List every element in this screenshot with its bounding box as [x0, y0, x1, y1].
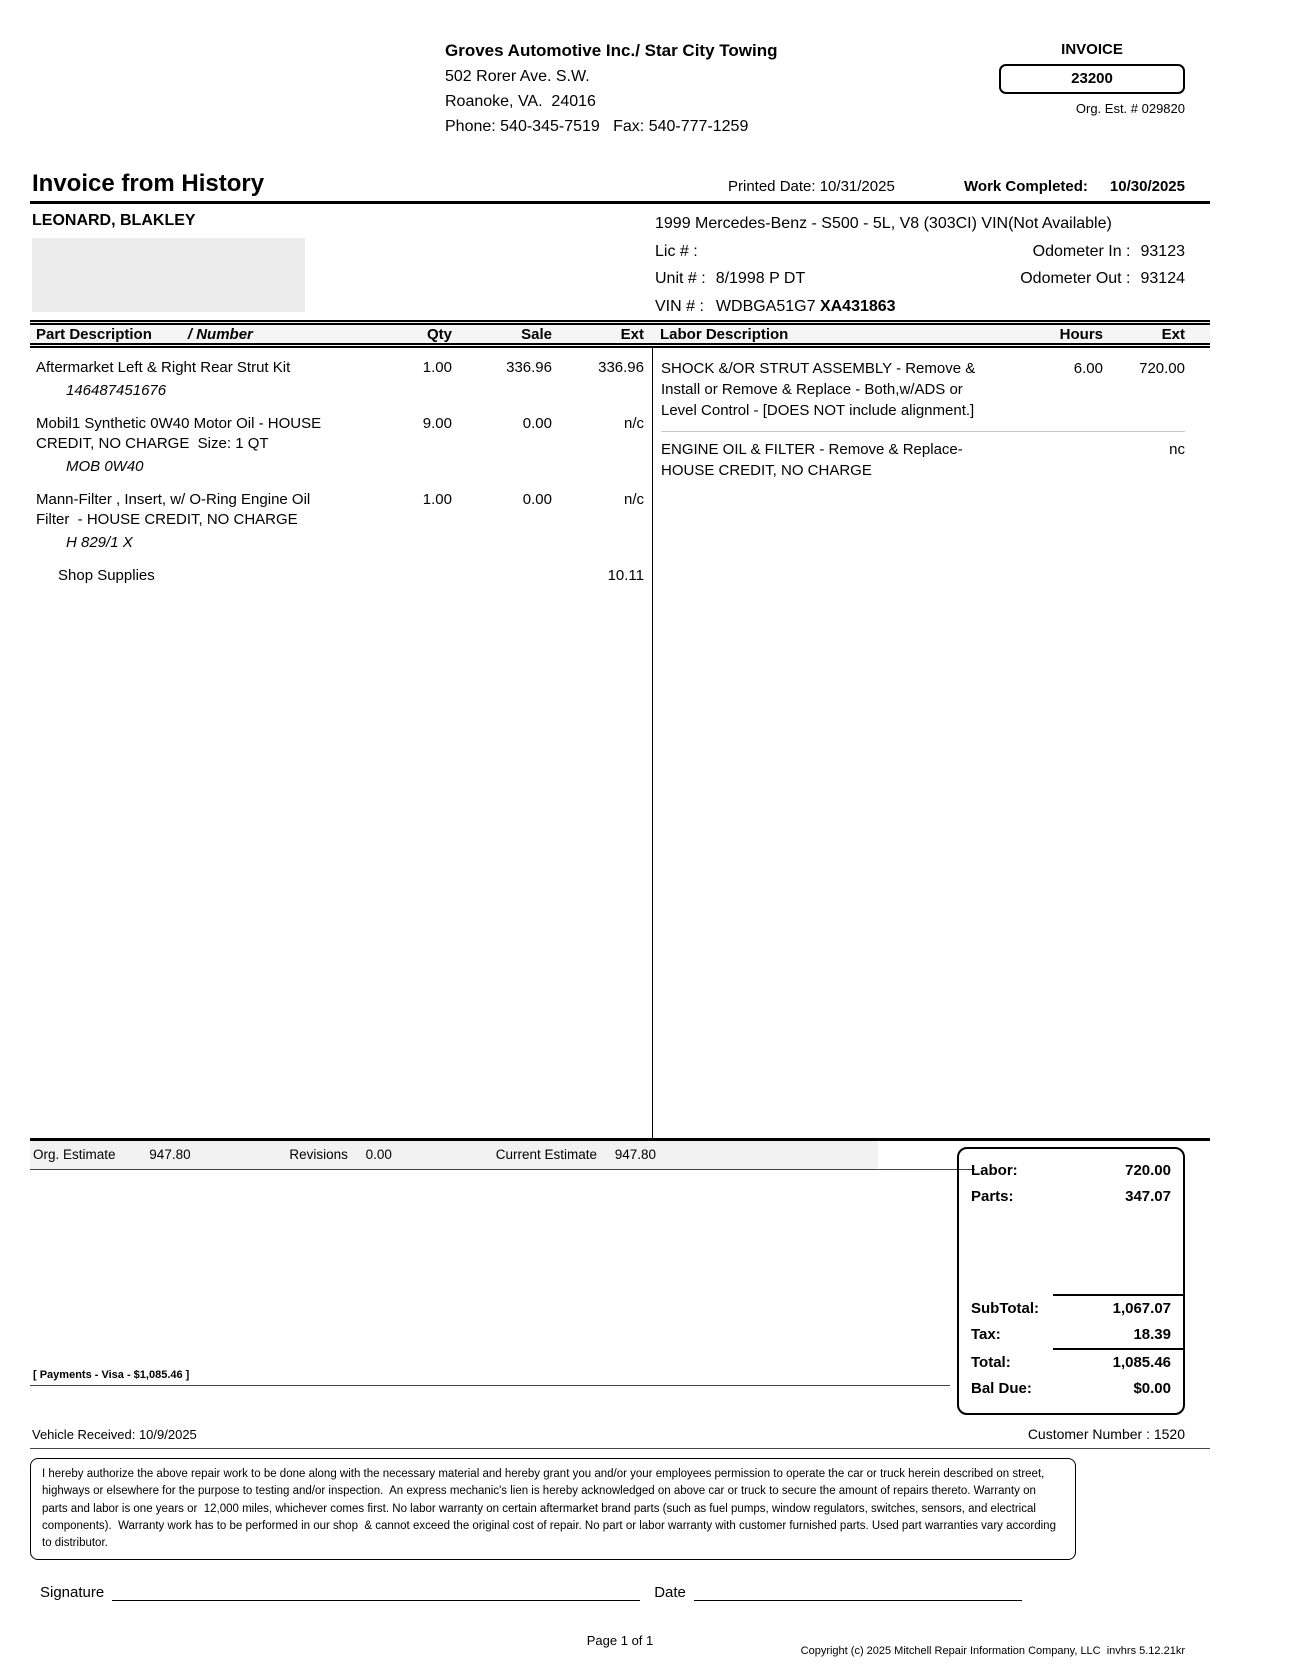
lic-number: Lic # : — [655, 242, 698, 260]
totals-subtotal-value: 1,067.07 — [1112, 1300, 1171, 1317]
part-sale: 0.00 — [522, 415, 552, 432]
company-phone-fax: Phone: 540-345-7519 Fax: 540-777-1259 — [445, 118, 749, 135]
totals-labor-label: Labor: — [971, 1162, 1018, 1179]
vehicle-received: Vehicle Received: 10/9/2025 — [32, 1427, 197, 1442]
current-estimate-label: Current Estimate — [495, 1147, 597, 1162]
part-number: 146487451676 — [66, 382, 167, 399]
vehicle-description-row — [655, 210, 1185, 238]
part-sale — [452, 566, 552, 586]
part-qty — [377, 566, 452, 586]
payments-line: [ Payments - Visa - $1,085.46 ] — [30, 1369, 950, 1386]
labor-header-hours: Hours — [1059, 325, 1103, 343]
redacted-address-block — [32, 238, 305, 312]
items-table-body — [30, 348, 1210, 1138]
labor-header-ext: Ext — [1161, 325, 1185, 343]
totals-parts-row — [971, 1184, 1171, 1210]
printed-date: Printed Date: 10/31/2025 — [728, 178, 895, 195]
date-label: Date — [654, 1584, 686, 1602]
totals-parts-label: Parts: — [971, 1188, 1014, 1205]
parts-header-description: Part Description / Number — [36, 325, 253, 343]
part-description: Aftermarket Left & Right Rear Strut Kit — [36, 359, 291, 376]
part-row — [36, 490, 644, 553]
labor-ext: 720.00 — [1139, 360, 1185, 377]
invoice-number-box — [999, 64, 1185, 94]
company-name: Groves Automotive Inc./ Star City Towing — [445, 41, 778, 60]
date-line — [694, 1582, 1022, 1601]
labor-hours — [1015, 439, 1103, 481]
signature-line — [112, 1582, 640, 1601]
items-table-header — [30, 320, 1210, 348]
received-row — [30, 1422, 1210, 1449]
invoice-number: 23200 — [1071, 70, 1113, 87]
totals-total-value: 1,085.46 — [1112, 1354, 1171, 1371]
part-number: H 829/1 X — [66, 534, 133, 551]
parts-header-ext: Ext — [620, 325, 644, 343]
part-ext: 10.11 — [607, 567, 644, 584]
part-ext: 336.96 — [598, 359, 644, 376]
labor-column — [652, 348, 1210, 1138]
part-description: Mobil1 Synthetic 0W40 Motor Oil - HOUSE CREDIT, NO CHARGE Size: 1 QT — [36, 415, 326, 452]
odometer-out: Odometer Out : 93124 — [1020, 270, 1185, 287]
title-row — [30, 170, 1210, 204]
labor-header — [652, 326, 1210, 343]
revisions-label: Revisions — [289, 1147, 348, 1162]
company-address-line2: Roanoke, VA. 24016 — [445, 93, 596, 110]
footer — [30, 1633, 1210, 1673]
vin-row — [655, 293, 1185, 321]
part-qty: 9.00 — [422, 415, 452, 432]
customer-name: LEONARD, BLAKLEY — [32, 212, 196, 229]
totals-tax-value: 18.39 — [1133, 1326, 1171, 1343]
unit-number: Unit # : 8/1998 P DT — [655, 270, 806, 287]
part-qty: 1.00 — [422, 359, 452, 376]
totals-spacer — [971, 1210, 1171, 1294]
totals-subtotal-label: SubTotal: — [971, 1300, 1040, 1317]
estimate-values — [30, 1141, 975, 1169]
revisions-value: 0.00 — [365, 1147, 392, 1162]
part-row — [36, 358, 644, 401]
work-completed-date: 10/30/2025 — [1109, 178, 1185, 195]
customer-number: Customer Number : 1520 — [1027, 1426, 1185, 1442]
invoice-page — [30, 0, 1210, 1677]
part-qty: 1.00 — [422, 491, 452, 508]
totals-labor-value: 720.00 — [1125, 1162, 1171, 1179]
org-estimate-number: Org. Est. # 029820 — [1075, 101, 1185, 116]
invoice-label: INVOICE — [1061, 41, 1123, 58]
labor-description: SHOCK &/OR STRUT ASSEMBLY - Remove & Install or Remove & Replace - Both,w/ADS or Level Control - [DOES NOT include alignment.] — [661, 360, 980, 419]
unit-odometer-out-row — [655, 265, 1185, 293]
totals-parts-value: 347.07 — [1125, 1188, 1171, 1205]
part-sale: 0.00 — [522, 491, 552, 508]
signature-row — [30, 1582, 1210, 1601]
totals-baldue-row — [971, 1376, 1171, 1402]
labor-header-description: Labor Description — [660, 325, 789, 343]
lic-odometer-in-row — [655, 238, 1185, 266]
summary-section — [30, 1138, 1210, 1422]
totals-baldue-value: $0.00 — [1133, 1380, 1171, 1397]
part-row — [36, 414, 644, 477]
part-description: Shop Supplies — [58, 567, 155, 584]
totals-tax-label: Tax: — [971, 1326, 1001, 1343]
part-description: Mann-Filter , Insert, w/ O-Ring Engine Oil Filter - HOUSE CREDIT, NO CHARGE — [36, 491, 315, 528]
totals-total-label: Total: — [971, 1354, 1011, 1371]
vehicle-description: 1999 Mercedes-Benz - S500 - 5L, V8 (303CI) VIN(Not Available) — [655, 215, 1112, 232]
vin-number: VIN # : WDBGA51G7 XA431863 — [655, 297, 896, 315]
org-estimate-label: Org. Estimate — [33, 1147, 116, 1162]
part-number: MOB 0W40 — [66, 458, 144, 475]
totals-total-row — [971, 1350, 1171, 1376]
totals-tax-row — [971, 1322, 1171, 1348]
org-estimate-value: 947.80 — [149, 1147, 191, 1162]
page-number: Page 1 of 1 — [586, 1633, 654, 1649]
work-completed-label: Work Completed: — [964, 178, 1088, 195]
part-ext: n/c — [623, 415, 644, 432]
invoice-number-block — [999, 40, 1185, 116]
document-header — [30, 38, 1210, 160]
totals-labor-row — [971, 1158, 1171, 1184]
signature-label: Signature — [40, 1584, 105, 1602]
parts-header-qty: Qty — [426, 325, 452, 343]
parts-header-sale: Sale — [521, 325, 552, 343]
totals-baldue-label: Bal Due: — [971, 1380, 1032, 1397]
page-title: Invoice from History — [32, 170, 265, 197]
estimate-band — [30, 1141, 975, 1170]
labor-row — [661, 431, 1185, 481]
company-address-line1: 502 Rorer Ave. S.W. — [445, 68, 590, 85]
labor-row — [661, 358, 1185, 421]
part-row — [36, 566, 644, 586]
copyright-line: Copyright (c) 2025 Mitchell Repair Information Company, LLC invhrs 5.12.21kr — [800, 1645, 1185, 1658]
part-ext: n/c — [623, 491, 644, 508]
labor-ext: nc — [1169, 441, 1185, 458]
totals-box — [957, 1147, 1185, 1415]
parts-column — [30, 348, 652, 1138]
vehicle-info — [655, 210, 1185, 320]
current-estimate-value: 947.80 — [614, 1147, 657, 1162]
labor-hours: 6.00 — [1073, 360, 1103, 377]
work-completed — [964, 178, 1185, 195]
totals-subtotal-row — [971, 1296, 1171, 1322]
parts-header — [30, 326, 652, 343]
odometer-in: Odometer In : 93123 — [1032, 242, 1185, 260]
authorization-disclaimer: I hereby authorize the above repair work to be done along with the necessary material and hereby grant you and/or your employees permission to operate the car or truck herein described on street, highways or elsewhere for the purpose to testing and/or inspection. An express mechanic's lien is hereby acknowledged on above car or truck to secure the amount of repairs thereto. Warranty on parts and labor is one years or 12,000 miles, whichever comes first. No labor warranty on certain aftermarket brand parts (such as fuel pumps, window regulators, switches, sensors, and electrical components). Warranty work has to be performed in our shop & cannot exceed the original cost of repair. No part or labor warranty with customer furnished parts. Used part warranties vary according to distributor. — [30, 1458, 1076, 1560]
labor-description: ENGINE OIL & FILTER - Remove & Replace- HOUSE CREDIT, NO CHARGE — [661, 441, 967, 479]
customer-vehicle-section — [30, 204, 1210, 320]
part-sale: 336.96 — [506, 359, 552, 376]
